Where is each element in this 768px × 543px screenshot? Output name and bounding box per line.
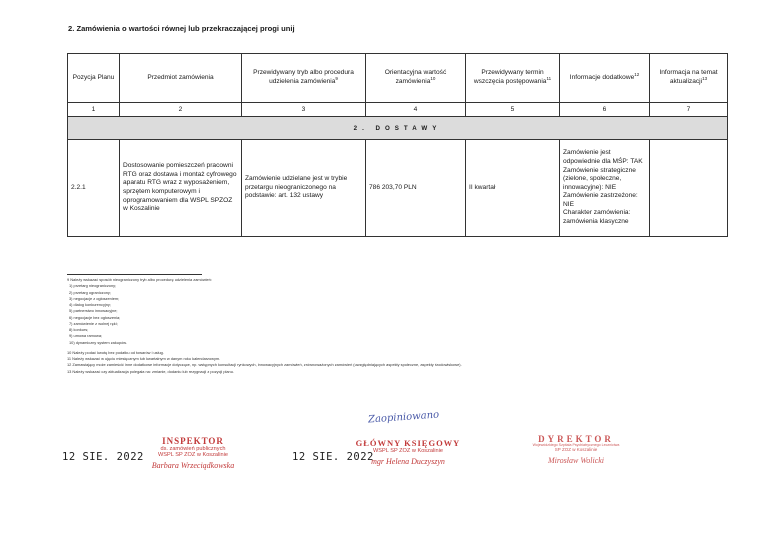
- footnote-11: 11 Należy wskazać w ujęciu miesięcznym lub kwartalnym w danym roku kalendarzowym.: [67, 356, 221, 361]
- director-stamp: [516, 434, 636, 465]
- list-item: 8) konkurs;: [69, 327, 89, 332]
- procedure-list: [69, 283, 607, 346]
- info-line: Charakter zamówienia: zamówienia klasyczne: [563, 209, 631, 225]
- footnote-rule: [67, 274, 202, 275]
- cell-info: [560, 140, 650, 237]
- col-header-update: Informacja na temat aktualizacji$^{13}$: [650, 54, 728, 103]
- section-title: 2. DOSTAWY: [68, 117, 728, 140]
- cell-term: II kwartał: [466, 140, 560, 237]
- footnotes: [67, 277, 607, 375]
- col-header-subject: Przedmiot zamówienia: [120, 54, 242, 103]
- cell-update: [650, 140, 728, 237]
- accountant-stamp: [352, 438, 464, 466]
- stamp-org-line: WSPL SP ZOZ w Koszalinie: [373, 448, 443, 454]
- date-stamp: 12 SIE. 2022: [62, 451, 144, 463]
- cell-procedure: Zamówienie udzielane jest w trybie przetargu nieograniczonego na podstawie: art. 132 ustawy: [242, 140, 366, 237]
- stamp-role: INSPEKTOR: [162, 436, 224, 446]
- col-header-value: Orientacyjna wartość zamówienia$^{10}$: [366, 54, 466, 103]
- procurement-plan-table: [67, 53, 728, 237]
- footnote-9: 9 Należy wskazać sposób nieograniczony tryb albo procedurę udzielenia zamówień:: [67, 277, 212, 282]
- col-header-info: Informacje dodatkowe$^{12}$: [560, 54, 650, 103]
- list-item: 10) dynamiczny system zakupów.: [69, 339, 127, 345]
- section-heading: 2. Zamówienia o wartości równej lub przekraczającej progi unij: [68, 24, 295, 33]
- stamp-org-line: SP ZOZ w Koszalinie: [554, 446, 598, 452]
- col-number: 3: [242, 103, 366, 117]
- footnote-10: 10 Należy podać kwotę bez podatku od towarów i usług.: [67, 349, 164, 355]
- col-number: 4: [366, 103, 466, 117]
- table-header-row: [68, 54, 728, 103]
- list-item: 3) negocjacje z ogłoszeniem;: [69, 295, 120, 301]
- table-row: [68, 140, 728, 237]
- list-item: 4) dialog konkurencyjny;: [69, 302, 111, 307]
- stamp-org-line: ds. zamówień publicznych: [160, 446, 226, 452]
- col-number: 1: [68, 103, 120, 117]
- footnote-13: 13 Należy wskazać czy aktualizacja polegała na: zmianie, dodaniu lub rezygnacji z pozycji planu.: [67, 368, 234, 374]
- list-item: 6) negocjacje bez ogłoszenia;: [69, 314, 121, 320]
- stamp-name: Mirosław Wolicki: [547, 455, 605, 465]
- stamp-org-line: WSPL SP ZOZ w Koszalinie: [158, 452, 228, 459]
- handwritten-note: Zaopiniowano: [367, 409, 440, 426]
- col-header-position: Pozycja Planu: [68, 54, 120, 103]
- date-stamp: 12 SIE. 2022: [292, 451, 374, 463]
- footnote-12: 12 Zamawiający może zamieścić inne dodatkowe informacje dotyczące, np. wstępnych konsultacji rynkowych, innowacyjnych zamówień, zrównoważonych zamówień (uwzględniających aspekty społeczne, aspekty środowiskowe).: [67, 362, 462, 368]
- info-line: Zamówienie strategiczne (zielone, społeczne, innowacyjne): NIE: [563, 166, 636, 191]
- list-item: 7) zamówienie z wolnej ręki;: [69, 320, 118, 326]
- stamp-role: DYREKTOR: [538, 434, 614, 444]
- column-number-row: [68, 103, 728, 117]
- list-item: 2) przetarg ograniczony;: [69, 289, 111, 295]
- inspector-stamp: [138, 436, 248, 470]
- col-number: 6: [560, 103, 650, 117]
- list-item: 9) umowa ramowa;: [69, 333, 103, 339]
- section-row: [68, 117, 728, 140]
- info-line: Zamówienie zastrzeżone: NIE: [563, 192, 638, 208]
- info-line: Zamówienie jest odpowiednie dla MŚP: TAK: [563, 149, 643, 166]
- col-header-procedure: Przewidywany tryb albo procedura udzielenia zamówienia$^9$: [242, 54, 366, 103]
- stamp-name: Barbara Wrzeciądkowska: [151, 461, 235, 471]
- stamp-name: mgr Helena Duczyszyn: [371, 457, 445, 467]
- cell-value: 786 203,70 PLN: [366, 140, 466, 237]
- col-number: 2: [120, 103, 242, 117]
- col-header-term: Przewidywany termin wszczęcia postępowania$^{11}$: [466, 54, 560, 103]
- cell-position: 2.2.1: [68, 140, 120, 237]
- col-number: 5: [466, 103, 560, 117]
- list-item: 1) przetarg nieograniczony;: [69, 283, 117, 289]
- col-number: 7: [650, 103, 728, 117]
- list-item: 5) partnerstwo innowacyjne;: [69, 308, 118, 314]
- cell-subject: Dostosowanie pomieszczeń pracowni RTG oraz dostawa i montaż cyfrowego aparatu RTG wraz z wyposażeniem, sprzętem komputerowym i oprogramowaniem dla WSPL SPZOZ w Koszalinie: [120, 140, 242, 237]
- stamp-org-line: Wojewódzkiego Szpitala Psychiatrycznego Lecznictwa: [532, 443, 620, 447]
- stamp-role: GŁÓWNY KSIĘGOWY: [355, 438, 461, 448]
